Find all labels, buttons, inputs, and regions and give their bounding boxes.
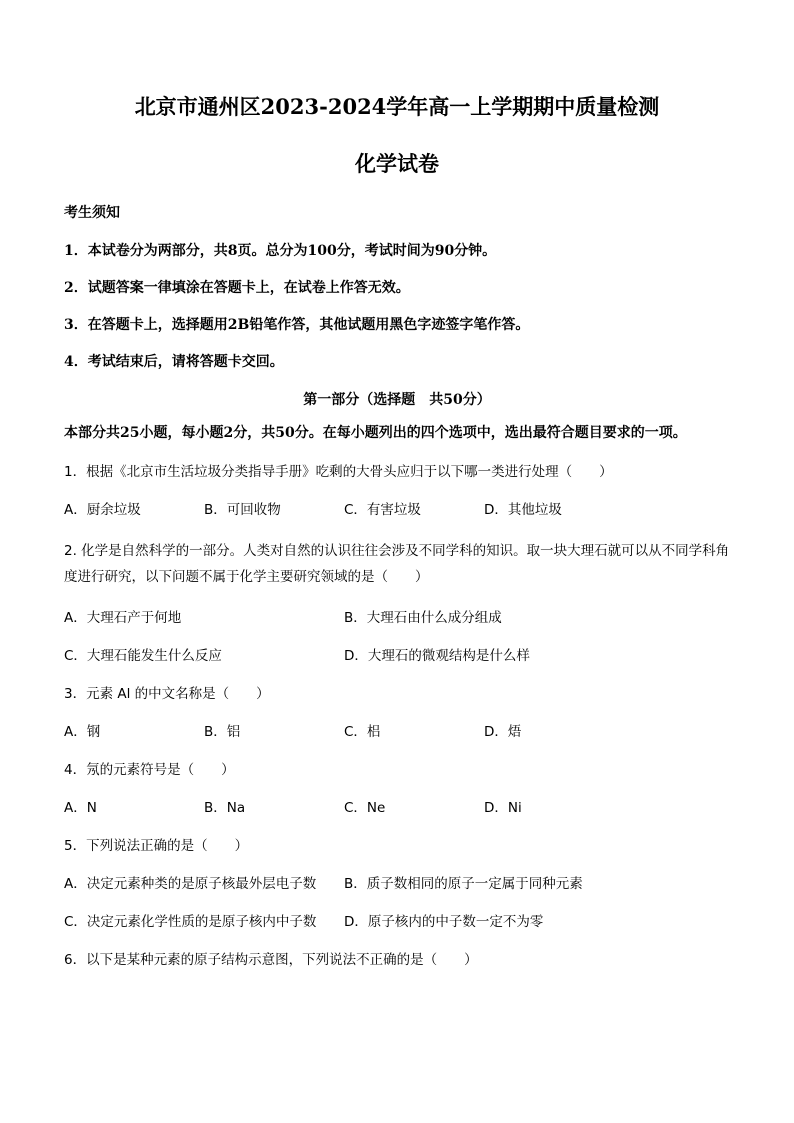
question-stem: 1．根据《北京市生活垃圾分类指导手册》吃剩的大骨头应归于以下哪一类进行处理（ ） xyxy=(64,464,613,480)
question-4 xyxy=(64,760,730,818)
notice-heading: 考生须知 xyxy=(64,205,120,221)
options-row xyxy=(64,874,730,894)
option-d: D．原子核内的中子数一定不为零 xyxy=(344,914,544,930)
options-row xyxy=(64,722,730,742)
option-a: A．钢 xyxy=(64,724,101,740)
options-row xyxy=(64,798,730,818)
question-6 xyxy=(64,950,730,970)
option-d: D．Ni xyxy=(484,800,522,816)
options-row xyxy=(64,912,730,932)
part1-intro: 本部分共25小题，每小题2分，共50分。在每小题列出的四个选项中，选出最符合题目要求的一项。 xyxy=(64,425,687,441)
notice-list xyxy=(64,241,730,372)
question-stem: 3．元素 Al 的中文名称是（ ） xyxy=(64,686,270,702)
question-stem: 6．以下是某种元素的原子结构示意图，下列说法不正确的是（ ） xyxy=(64,952,478,968)
notice-item-4: 4．考试结束后，请将答题卡交回。 xyxy=(64,354,284,370)
options-row xyxy=(64,646,730,666)
option-c: C．决定元素化学性质的是原子核内中子数 xyxy=(64,914,317,930)
question-5 xyxy=(64,836,730,932)
option-c: C．梠 xyxy=(344,724,381,740)
option-b: B．大理石由什么成分组成 xyxy=(344,610,502,626)
option-d: D．其他垃圾 xyxy=(484,502,562,518)
option-c: C．有害垃圾 xyxy=(344,502,421,518)
option-b: B．铝 xyxy=(204,724,241,740)
question-2 xyxy=(64,538,730,666)
options-row xyxy=(64,500,730,520)
option-a: A．N xyxy=(64,800,97,816)
option-a: A．厨余垃圾 xyxy=(64,502,141,518)
question-1 xyxy=(64,462,730,520)
notice-item-2: 2．试题答案一律填涂在答题卡上，在试卷上作答无效。 xyxy=(64,280,410,296)
option-c: C．Ne xyxy=(344,800,386,816)
notice-item-1: 1．本试卷分为两部分，共8页。总分为100分，考试时间为90分钟。 xyxy=(64,243,497,259)
option-a: A．大理石产于何地 xyxy=(64,610,182,626)
option-b: B．可回收物 xyxy=(204,502,281,518)
option-a: A．决定元素种类的是原子核最外层电子数 xyxy=(64,876,317,892)
exam-subject: 化学试卷 xyxy=(355,151,439,176)
part1-heading: 第一部分（选择题 共50分） xyxy=(303,392,491,408)
question-3 xyxy=(64,684,730,742)
options-row xyxy=(64,608,730,628)
option-d: D．焐 xyxy=(484,724,522,740)
exam-title: 北京市通州区2023-2024学年高一上学期期中质量检测 xyxy=(134,94,660,119)
option-c: C．大理石能发生什么反应 xyxy=(64,648,222,664)
notice-item-3: 3．在答题卡上，选择题用2B铅笔作答，其他试题用黑色字迹签字笔作答。 xyxy=(64,317,530,333)
question-stem: 5．下列说法正确的是（ ） xyxy=(64,838,249,854)
question-stem: 2. 化学是自然科学的一部分。人类对自然的认识往往会涉及不同学科的知识。取一块大理石就可以从不同学科角度进行研究，以下问题不属于化学主要研究领域的是（ ） xyxy=(64,543,730,585)
option-d: D．大理石的微观结构是什么样 xyxy=(344,648,530,664)
question-stem: 4．氖的元素符号是（ ） xyxy=(64,762,235,778)
option-b: B．质子数相同的原子一定属于同种元素 xyxy=(344,876,583,892)
option-b: B．Na xyxy=(204,800,246,816)
